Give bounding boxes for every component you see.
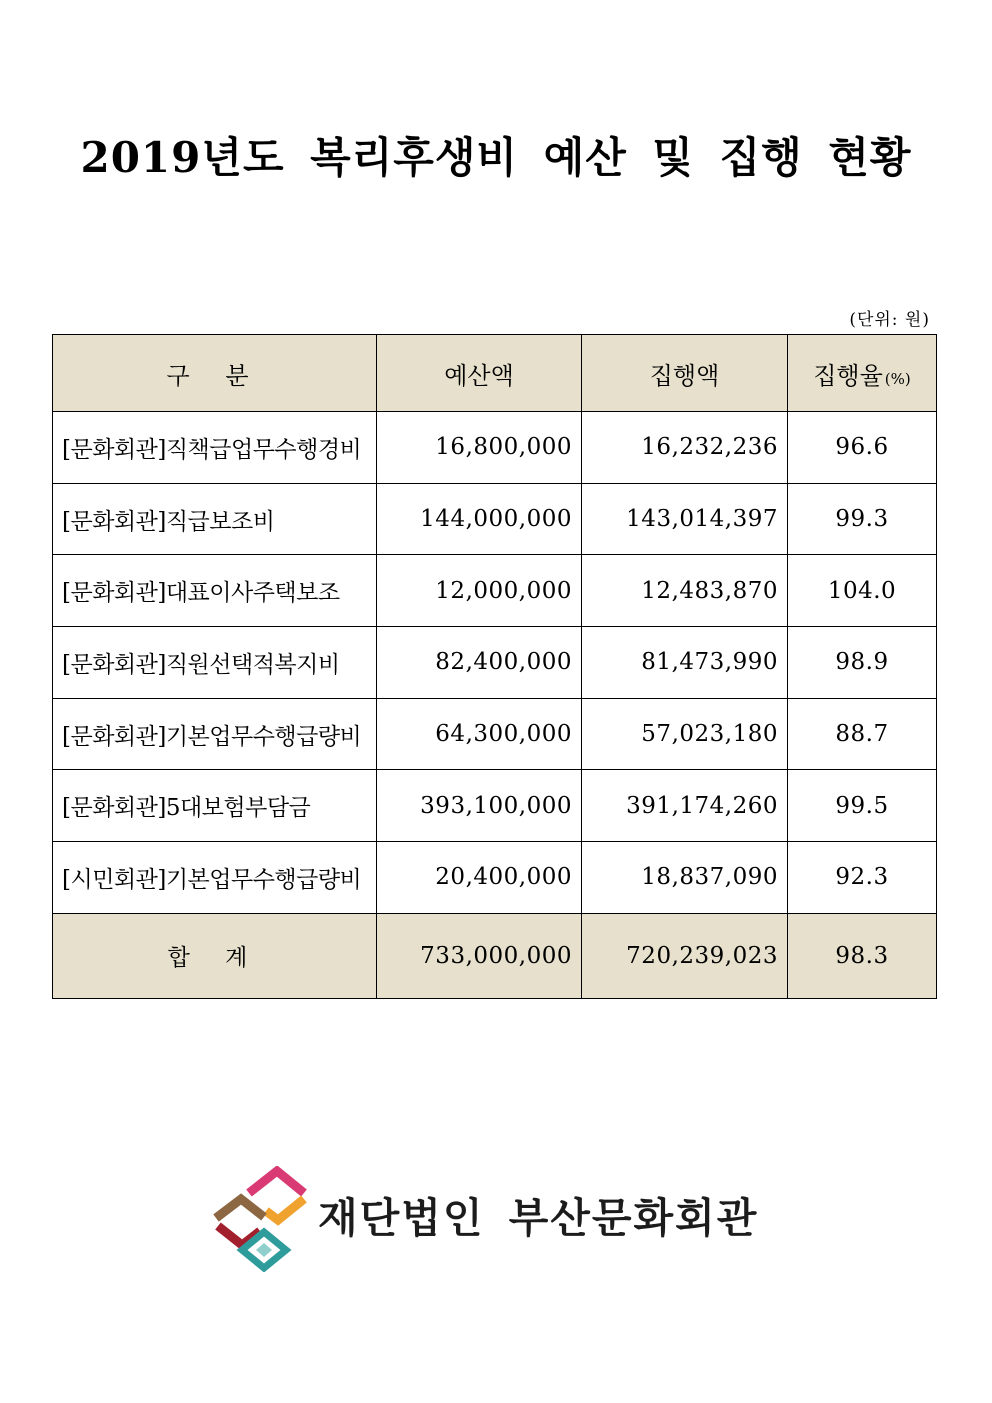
- row-rate: 104.0: [788, 555, 937, 627]
- row-budget: 82,400,000: [377, 627, 582, 699]
- row-category: [문화회관]5대보험부담금: [53, 770, 377, 842]
- row-category: [문화회관]대표이사주택보조: [53, 555, 377, 627]
- header-rate-unit: (%): [884, 369, 911, 388]
- unit-label: (단위: 원): [849, 310, 930, 330]
- row-budget: 12,000,000: [377, 555, 582, 627]
- row-rate: 99.5: [788, 770, 937, 842]
- header-budget: 예산액: [377, 335, 582, 412]
- row-category: [문화회관]기본업무수행급량비: [53, 698, 377, 770]
- logo-brown-stroke: [216, 1199, 264, 1218]
- logo-magenta-stroke: [249, 1171, 304, 1193]
- total-executed: 720,239,023: [582, 913, 788, 998]
- total-budget: 733,000,000: [377, 913, 582, 998]
- row-budget: 16,800,000: [377, 412, 582, 484]
- row-executed: 391,174,260: [582, 770, 788, 842]
- organization-name: 재단법인 부산문화회관: [318, 1194, 759, 1242]
- table-row: [53, 555, 937, 627]
- row-executed: 16,232,236: [582, 412, 788, 484]
- header-rate-label: 집행율: [813, 361, 883, 390]
- table-row: [53, 842, 937, 914]
- row-budget: 20,400,000: [377, 842, 582, 914]
- table-row: [53, 627, 937, 699]
- row-category: [문화회관]직책급업무수행경비: [53, 412, 377, 484]
- total-label: 합 계: [53, 913, 377, 998]
- page-title: 2019년도 복리후생비 예산 및 집행 현황: [80, 133, 912, 182]
- row-executed: 12,483,870: [582, 555, 788, 627]
- logo-orange-stroke: [266, 1199, 304, 1220]
- table-row: [53, 483, 937, 555]
- header-executed: 집행액: [582, 335, 788, 412]
- row-budget: 393,100,000: [377, 770, 582, 842]
- table-total-row: [53, 913, 937, 998]
- table-row: [53, 412, 937, 484]
- header-rate: [788, 335, 937, 412]
- row-rate: 98.9: [788, 627, 937, 699]
- logo-teal-inner: [256, 1243, 272, 1257]
- table-row: [53, 770, 937, 842]
- total-rate: 98.3: [788, 913, 937, 998]
- row-category: [문화회관]직급보조비: [53, 483, 377, 555]
- table-header-row: [53, 335, 937, 412]
- row-executed: 57,023,180: [582, 698, 788, 770]
- busan-cultural-center-logo-icon: [212, 1166, 308, 1272]
- header-category: 구 분: [53, 335, 377, 412]
- row-rate: 88.7: [788, 698, 937, 770]
- budget-table: [52, 334, 937, 999]
- row-category: [시민회관]기본업무수행급량비: [53, 842, 377, 914]
- row-executed: 143,014,397: [582, 483, 788, 555]
- row-rate: 92.3: [788, 842, 937, 914]
- row-budget: 64,300,000: [377, 698, 582, 770]
- row-rate: 96.6: [788, 412, 937, 484]
- row-rate: 99.3: [788, 483, 937, 555]
- row-executed: 81,473,990: [582, 627, 788, 699]
- row-category: [문화회관]직원선택적복지비: [53, 627, 377, 699]
- row-executed: 18,837,090: [582, 842, 788, 914]
- table-row: [53, 698, 937, 770]
- row-budget: 144,000,000: [377, 483, 582, 555]
